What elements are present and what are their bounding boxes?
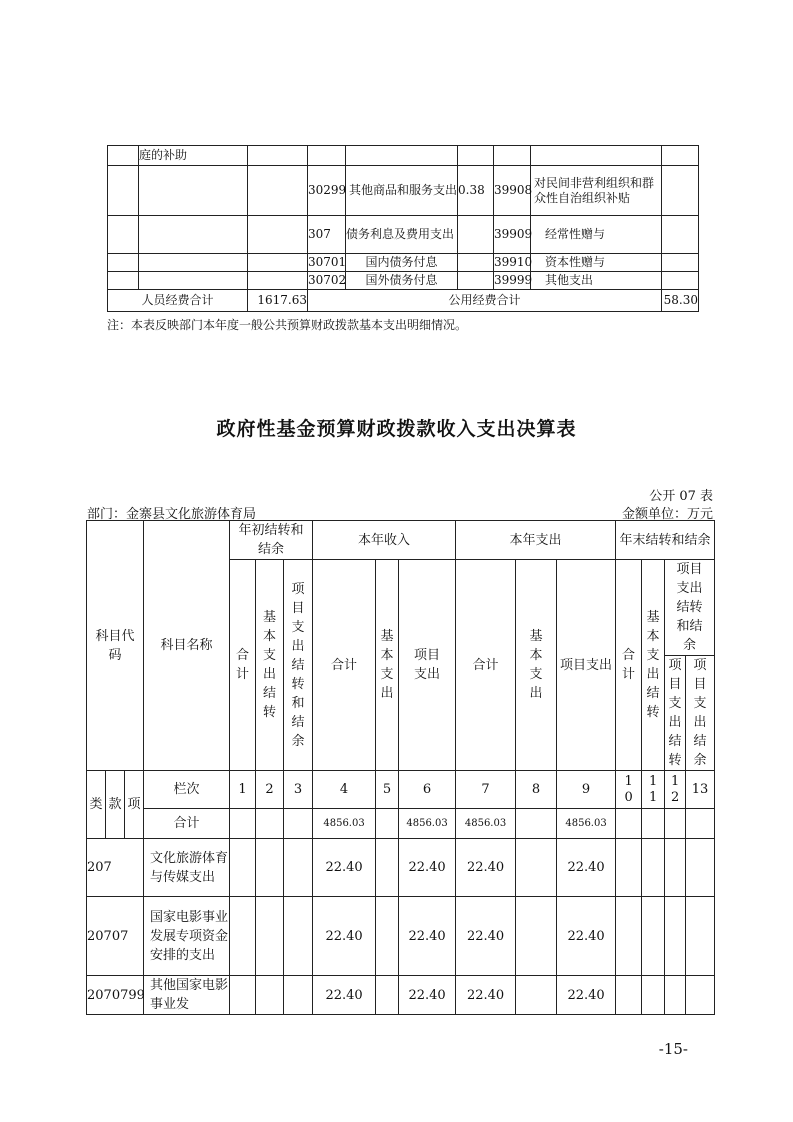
group-begin: 年初结转和结余	[230, 521, 313, 560]
cell: 39999	[494, 272, 531, 290]
cell: 国外债务付息	[346, 272, 458, 290]
cell: 经常性赠与	[531, 216, 662, 254]
row-name: 国家电影事业发展专项资金安排的支出	[144, 897, 230, 976]
table-row	[108, 254, 699, 272]
cell: 22.40	[313, 839, 376, 897]
begin-project-header: 项目支出结转和结余	[284, 560, 313, 771]
end-project-header: 项目支出结转和结余	[665, 560, 715, 656]
sum-row	[87, 809, 715, 839]
cell: 30701	[308, 254, 346, 272]
cell: 30299	[308, 166, 346, 216]
expense-total-header: 合计	[456, 560, 516, 771]
cell: 4856.03	[399, 809, 456, 839]
income-total-header: 合计	[313, 560, 376, 771]
col-index: 11	[642, 771, 665, 809]
cell: 22.40	[557, 976, 616, 1015]
lanci-label: 栏次	[144, 771, 230, 809]
row-code: 2070799	[87, 976, 144, 1015]
cell: 庭的补助	[139, 146, 248, 166]
table-row	[108, 166, 699, 216]
unit-label: 金额单位：万元	[621, 507, 713, 522]
row-code: 20707	[87, 897, 144, 976]
row-name: 文化旅游体育与传媒支出	[144, 839, 230, 897]
cell: 其他商品和服务支出	[346, 166, 458, 216]
xiang-header: 项	[125, 771, 144, 839]
col-index: 8	[516, 771, 557, 809]
col-index: 3	[284, 771, 313, 809]
col-index: 13	[686, 771, 715, 809]
department-label: 部门：金寨县文化旅游体育局	[87, 507, 257, 522]
cell: 22.40	[399, 976, 456, 1015]
kuan-header: 款	[106, 771, 125, 839]
group-expense: 本年支出	[456, 521, 616, 560]
cell: 4856.03	[313, 809, 376, 839]
cell: 0.38	[458, 166, 494, 216]
begin-basic-header: 基本支出结转	[256, 560, 284, 771]
cell: 资本性赠与	[531, 254, 662, 272]
table-row	[87, 839, 715, 897]
end-basic-header: 基本支出结转	[642, 560, 665, 771]
group-end: 年末结转和结余	[616, 521, 715, 560]
cell: 22.40	[557, 897, 616, 976]
table-row	[108, 272, 699, 290]
cell: 22.40	[456, 976, 516, 1015]
cell: 22.40	[313, 897, 376, 976]
group-income: 本年收入	[313, 521, 456, 560]
table-row	[87, 897, 715, 976]
page-number: -15-	[658, 1040, 688, 1058]
cell: 对民间非营利组织和群众性自治组织补贴	[531, 166, 662, 216]
col-index: 12	[665, 771, 686, 809]
cell: 22.40	[456, 897, 516, 976]
expense-project-header: 项目支出	[557, 560, 616, 771]
lei-header: 类	[87, 771, 106, 839]
cell: 39908	[494, 166, 531, 216]
cell: 22.40	[399, 897, 456, 976]
end-total-header: 合计	[616, 560, 642, 771]
expense-detail-table	[107, 145, 699, 312]
col-index: 6	[399, 771, 456, 809]
col-index: 4	[313, 771, 376, 809]
end-project-balance-header: 项目支出结余	[686, 656, 715, 771]
cell: 22.40	[313, 976, 376, 1015]
total-public-value: 58.30	[662, 290, 699, 312]
table-row	[108, 216, 699, 254]
income-basic-header: 基本支出	[376, 560, 399, 771]
expense-basic-header: 基本支出	[516, 560, 557, 771]
cell: 22.40	[399, 839, 456, 897]
cell: 其他支出	[531, 272, 662, 290]
cell: 30702	[308, 272, 346, 290]
header-row	[87, 521, 715, 560]
cell: 债务利息及费用支出	[346, 216, 458, 254]
column-index-row	[87, 771, 715, 809]
col-index: 1	[230, 771, 256, 809]
col-index: 10	[616, 771, 642, 809]
total-personnel-value: 1617.63	[248, 290, 308, 312]
cell: 4856.03	[456, 809, 516, 839]
income-project-header: 项目支出	[399, 560, 456, 771]
cell: 22.40	[557, 839, 616, 897]
begin-total-header: 合计	[230, 560, 256, 771]
total-public-label: 公用经费合计	[308, 290, 662, 312]
page-title: 政府性基金预算财政拨款收入支出决算表	[216, 418, 577, 440]
col-index: 5	[376, 771, 399, 809]
table-row	[87, 976, 715, 1015]
table-note: 注：本表反映部门本年度一般公共预算财政拨款基本支出明细情况。	[107, 318, 468, 332]
col-index: 9	[557, 771, 616, 809]
row-name: 其他国家电影事业发	[144, 976, 230, 1015]
row-code: 207	[87, 839, 144, 897]
code-header: 科目代码	[87, 521, 144, 771]
cell: 22.40	[456, 839, 516, 897]
col-index: 7	[456, 771, 516, 809]
fund-budget-table	[86, 520, 715, 1015]
cell: 39909	[494, 216, 531, 254]
name-header: 科目名称	[144, 521, 230, 771]
col-index: 2	[256, 771, 284, 809]
table-row	[108, 146, 699, 166]
end-project-carry-header: 项目支出结转	[665, 656, 686, 771]
total-row	[108, 290, 699, 312]
cell: 39910	[494, 254, 531, 272]
cell: 307	[308, 216, 346, 254]
cell: 4856.03	[557, 809, 616, 839]
sum-label: 合计	[144, 809, 230, 839]
form-number: 公开 07 表	[649, 489, 713, 504]
total-personnel-label: 人员经费合计	[108, 290, 248, 312]
cell: 国内债务付息	[346, 254, 458, 272]
